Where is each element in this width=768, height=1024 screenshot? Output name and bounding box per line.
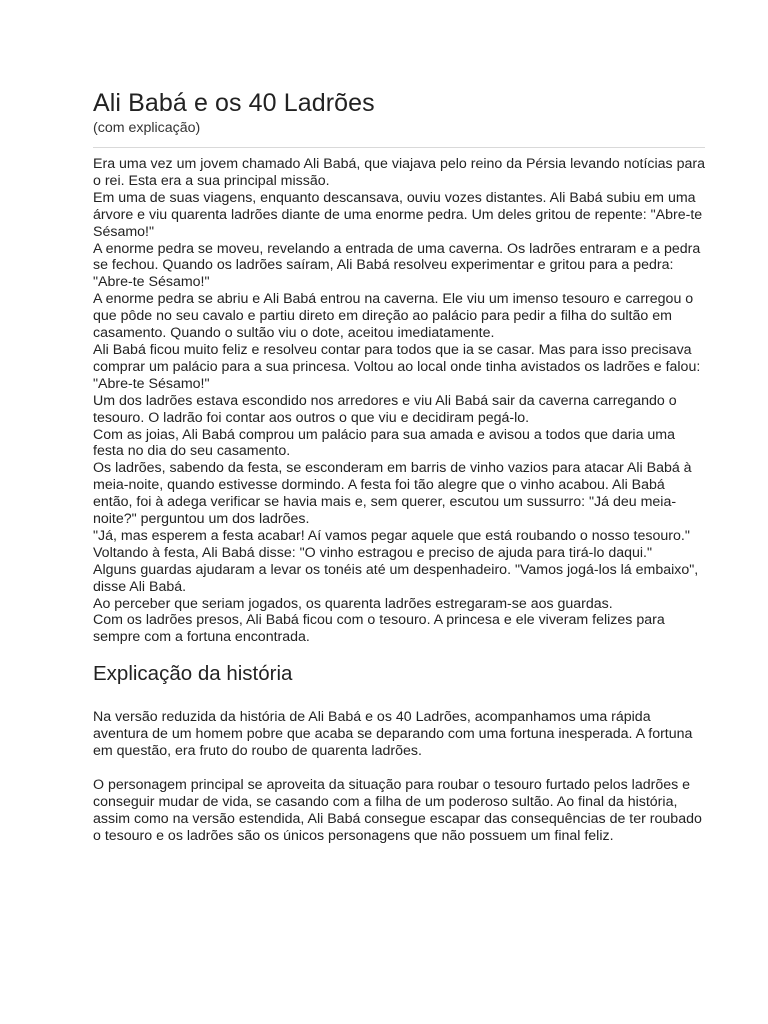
title-divider	[93, 147, 705, 148]
story-paragraph: A enorme pedra se moveu, revelando a entrada de uma caverna. Os ladrões entraram e a pedra se fechou. Quando os ladrões saíram, Ali Babá resolveu experimentar e gritou para a pedra: "Abre-te Sésamo!"	[93, 240, 701, 291]
story-body	[93, 156, 705, 646]
story-paragraph: A enorme pedra se abriu e Ali Babá entrou na caverna. Ele viu um imenso tesouro e carregou o que pôde no seu cavalo e partiu direto em direção ao palácio para pedir a filha do sultão em casamento. Quando o sultão viu o dote, aceitou imediatamente.	[93, 291, 694, 342]
page-subtitle: (com explicação)	[93, 120, 201, 136]
page-title: Ali Babá e os 40 Ladrões	[93, 89, 375, 117]
explanation-heading: Explicação da história	[93, 662, 293, 686]
story-paragraph: Voltando à festa, Ali Babá disse: "O vinho estragou e preciso de ajuda para tirá-lo daqui."	[93, 544, 653, 561]
story-paragraph: Ao perceber que seriam jogados, os quarenta ladrões estregaram-se aos guardas.	[93, 595, 613, 612]
story-paragraph: Um dos ladrões estava escondido nos arredores e viu Ali Babá sair da caverna carregando o tesouro. O ladrão foi contar aos outros o que viu e decidiram pegá-lo.	[93, 392, 677, 426]
explanation-paragraph: O personagem principal se aproveita da situação para roubar o tesouro furtado pelos ladrões e conseguir mudar de vida, se casando com a filha de um poderoso sultão. Ao final da história, assim como na versão estendida, Ali Babá consegue escapar das consequências de ter roubado o tesouro e os ladrões são os únicos personagens que não possuem um final feliz.	[93, 777, 702, 845]
document-page	[93, 86, 705, 862]
story-paragraph: Com as joias, Ali Babá comprou um palácio para sua amada e avisou a todos que daria uma festa no dia do seu casamento.	[93, 426, 676, 460]
explanation-body	[93, 709, 705, 845]
story-paragraph: Com os ladrões presos, Ali Babá ficou com o tesouro. A princesa e ele viveram felizes para sempre com a fortuna encontrada.	[93, 612, 665, 646]
story-paragraph: "Já, mas esperem a festa acabar! Aí vamos pegar aquele que está roubando o nosso tesouro."	[93, 527, 690, 544]
story-paragraph: Ali Babá ficou muito feliz e resolveu contar para todos que ia se casar. Mas para isso precisava comprar um palácio para a sua princesa. Voltou ao local onde tinha avistados os ladrões e falou: "Abre-te Sésamo!"	[93, 341, 701, 392]
story-paragraph: Alguns guardas ajudaram a levar os tonéis até um despenhadeiro. "Vamos jogá-los lá embaixo", disse Ali Babá.	[93, 561, 699, 595]
explanation-paragraph: Na versão reduzida da história de Ali Babá e os 40 Ladrões, acompanhamos uma rápida aventura de um homem pobre que acaba se deparando com uma fortuna inesperada. A fortuna em questão, era fruto do roubo de quarenta ladrões.	[93, 709, 693, 760]
story-paragraph: Os ladrões, sabendo da festa, se esconderam em barris de vinho vazios para atacar Ali Babá à meia-noite, quando estivesse dormindo. A festa foi tão alegre que o vinho acabou. Ali Babá então, foi à adega verificar se havia mais e, sem querer, escutou um sussurro: "Já deu meia-noite?" perguntou um dos ladrões.	[93, 460, 692, 528]
story-paragraph: Era uma vez um jovem chamado Ali Babá, que viajava pelo reino da Pérsia levando notícias para o rei. Esta era a sua principal missão.	[93, 156, 705, 189]
story-paragraph: Em uma de suas viagens, enquanto descansava, ouviu vozes distantes. Ali Babá subiu em uma árvore e viu quarenta ladrões diante de uma enorme pedra. Um deles gritou de repente: "Abre-te Sésamo!"	[93, 189, 703, 240]
